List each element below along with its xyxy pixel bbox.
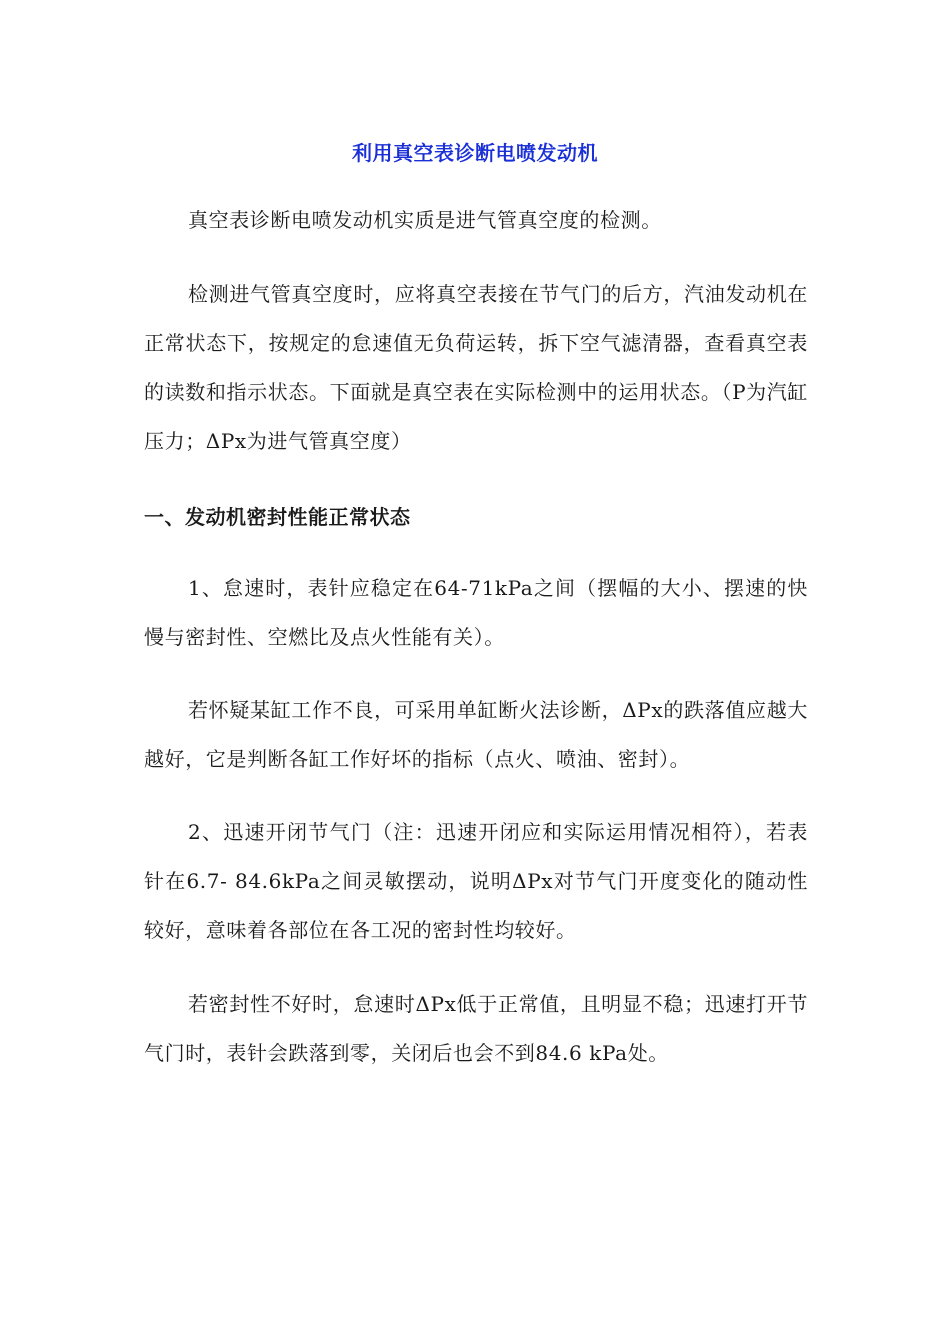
item2-note-paragraph: 若密封性不好时，怠速时ΔPx低于正常值，且明显不稳；迅速打开节气门时，表针会跌落到零，关闭后也会不到84.6 kPa处。 [144,992,808,1065]
item1-paragraph: 1、怠速时，表针应稳定在64-71kPa之间（摆幅的大小、摆速的快慢与密封性、空燃比及点火性能有关）。 [144,576,808,649]
intro-paragraph: 真空表诊断电喷发动机实质是进气管真空度的检测。 [188,208,662,232]
item1-note-paragraph: 若怀疑某缸工作不良，可采用单缸断火法诊断，ΔPx的跌落值应越大越好，它是判断各缸工作好坏的指标（点火、喷油、密封）。 [144,698,808,771]
detection-paragraph: 检测进气管真空度时，应将真空表接在节气门的后方，汽油发动机在正常状态下，按规定的怠速值无负荷运转，拆下空气滤清器，查看真空表的读数和指示状态。下面就是真空表在实际检测中的运用状态。（P为汽缸压力；ΔPx为进气管真空度） [144,282,808,453]
section-heading: 一、发动机密封性能正常状态 [144,505,411,529]
document-title: 利用真空表诊断电喷发动机 [352,141,598,165]
item2-paragraph: 2、迅速开闭节气门（注：迅速开闭应和实际运用情况相符），若表针在6.7- 84.6kPa之间灵敏摆动，说明ΔPx对节气门开度变化的随动性较好，意味着各部位在各工况的密封性均较好。 [144,820,808,942]
